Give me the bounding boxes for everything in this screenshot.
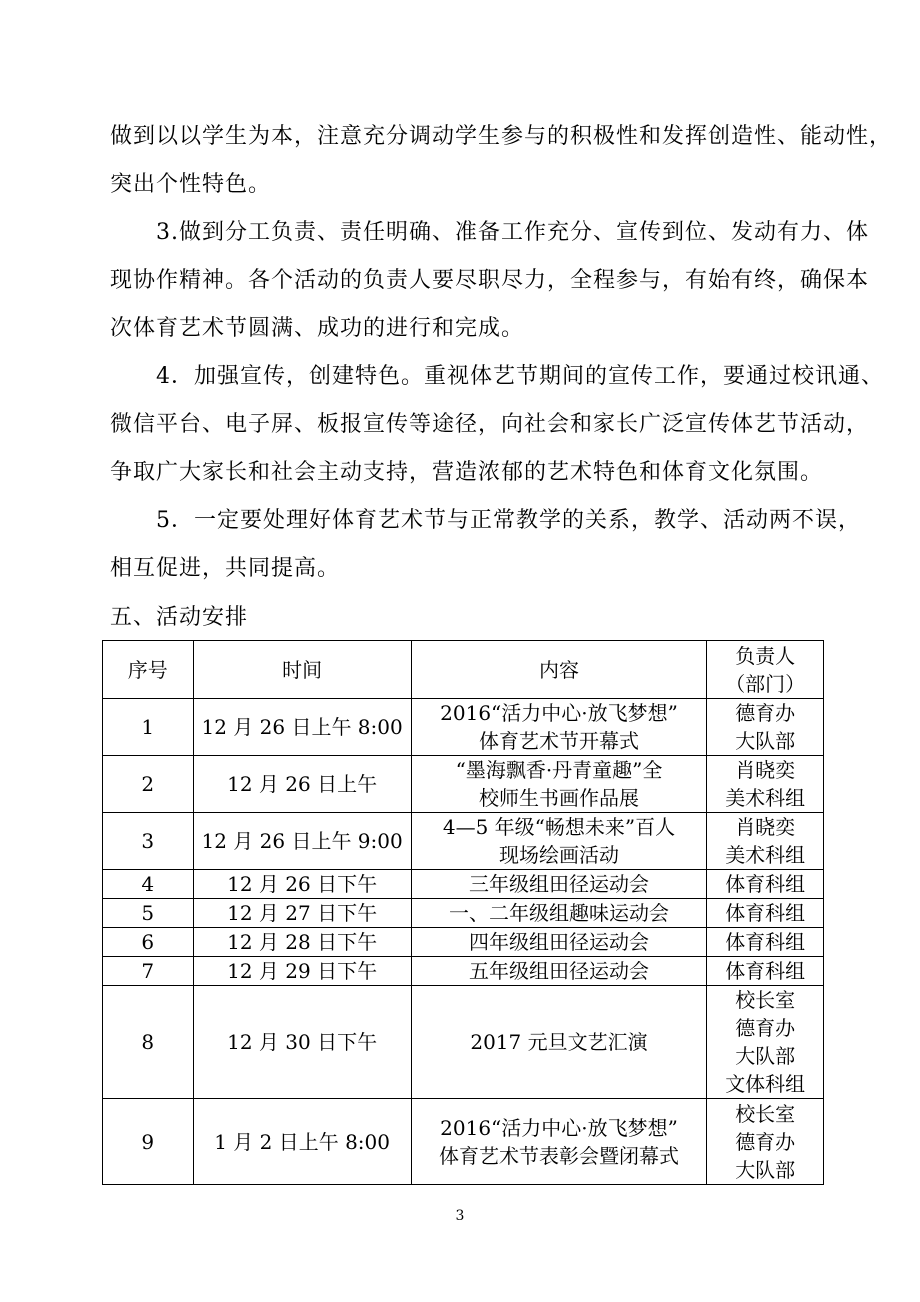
content-line: 体育艺术节开幕式 — [479, 729, 639, 753]
content-line: 校师生书画作品展 — [479, 786, 639, 810]
cell-time: 1 月 2 日上午 8:00 — [193, 1099, 411, 1185]
content-line: 体育艺术节表彰会暨闭幕式 — [439, 1143, 679, 1168]
paragraph-line: 现协作精神。各个活动的负责人要尽职尽力，全程参与，有始有终，确保本 — [110, 268, 870, 293]
paragraph-line: 做到以以学生为本，注意充分调动学生参与的积极性和发挥创造性、能动性， — [110, 124, 893, 149]
table-row — [103, 1099, 824, 1185]
owner-line: 美术科组 — [725, 786, 806, 810]
content-line: “墨海飘香·丹青童趣”全 — [455, 758, 663, 782]
owner-line: 校长室 — [735, 1101, 796, 1126]
owner-line: 美术科组 — [725, 843, 806, 867]
table-row — [103, 756, 824, 813]
cell-content: 2017 元旦文艺汇演 — [411, 986, 707, 1099]
owner-line: 文体科组 — [725, 1072, 806, 1096]
paragraph-line: 相互促进，共同提高。 — [110, 556, 341, 581]
cell-owner: 体育科组 — [707, 899, 824, 928]
owner-line: 肖晓奕 — [735, 758, 796, 782]
cell-time: 12 月 27 日下午 — [193, 899, 411, 928]
table-row — [103, 813, 824, 870]
paragraph-line: 争取广大家长和社会主动支持，营造浓郁的艺术特色和体育文化氛围。 — [110, 460, 824, 485]
cell-time: 12 月 26 日上午 8:00 — [193, 699, 411, 756]
cell-content: 一、二年级组趣味运动会 — [411, 899, 707, 928]
owner-line: 大队部 — [735, 1044, 796, 1068]
cell-time: 12 月 26 日下午 — [193, 870, 411, 899]
cell-no: 5 — [103, 899, 194, 928]
cell-time: 12 月 28 日下午 — [193, 928, 411, 957]
cell-owner: 体育科组 — [707, 957, 824, 986]
content-line: 现场绘画活动 — [499, 843, 619, 867]
content-line: 2016“活力中心·放飞梦想” — [440, 701, 678, 725]
owner-line: 大队部 — [735, 1157, 796, 1182]
paragraph-3 — [110, 353, 884, 497]
owner-line: 肖晓奕 — [735, 815, 796, 839]
cell-content — [411, 756, 707, 813]
cell-content: 四年级组田径运动会 — [411, 928, 707, 957]
cell-time: 12 月 29 日下午 — [193, 957, 411, 986]
cell-owner — [707, 1099, 824, 1185]
content-line: 2016“活力中心·放飞梦想” — [440, 1115, 678, 1140]
table-row — [103, 986, 824, 1099]
cell-time: 12 月 30 日下午 — [193, 986, 411, 1099]
cell-content — [411, 699, 707, 756]
cell-owner — [707, 699, 824, 756]
paragraph-line: 突出个性特色。 — [110, 172, 272, 197]
table-row — [103, 699, 824, 756]
cell-no: 6 — [103, 928, 194, 957]
cell-owner — [707, 986, 824, 1099]
cell-no: 3 — [103, 813, 194, 870]
activity-schedule-table — [102, 640, 824, 1185]
owner-line: 德育办 — [735, 1129, 796, 1154]
content-line: 4—5 年级“畅想未来”百人 — [442, 815, 676, 839]
cell-no: 1 — [103, 699, 194, 756]
owner-line: 德育办 — [735, 1016, 796, 1040]
cell-time: 12 月 26 日上午 9:00 — [193, 813, 411, 870]
owner-line: 大队部 — [735, 729, 796, 753]
cell-time: 12 月 26 日上午 — [193, 756, 411, 813]
cell-content — [411, 813, 707, 870]
paragraph-2 — [110, 209, 870, 353]
owner-line: 德育办 — [735, 701, 796, 725]
paragraph-4 — [110, 497, 861, 593]
header-content: 内容 — [411, 641, 707, 699]
cell-owner — [707, 813, 824, 870]
header-time: 时间 — [193, 641, 411, 699]
header-owner-line: （部门） — [725, 671, 806, 696]
header-no: 序号 — [103, 641, 194, 699]
cell-no: 4 — [103, 870, 194, 899]
cell-content — [411, 1099, 707, 1185]
paragraph-line: 5．一定要处理好体育艺术节与正常教学的关系，教学、活动两不误， — [110, 508, 861, 533]
paragraph-line: 4．加强宣传，创建特色。重视体艺节期间的宣传工作，要通过校讯通、 — [110, 364, 884, 389]
cell-content: 三年级组田径运动会 — [411, 870, 707, 899]
cell-owner: 体育科组 — [707, 870, 824, 899]
section-heading: 五、活动安排 — [110, 605, 249, 630]
paragraph-line: 3.做到分工负责、责任明确、准备工作充分、宣传到位、发动有力、体 — [110, 220, 869, 245]
header-owner — [707, 641, 824, 699]
table-row — [103, 957, 824, 986]
cell-owner — [707, 756, 824, 813]
paragraph-line: 微信平台、电子屏、板报宣传等途径，向社会和家长广泛宣传体艺节活动， — [110, 412, 870, 437]
paragraph-line: 次体育艺术节圆满、成功的进行和完成。 — [110, 316, 525, 341]
cell-no: 9 — [103, 1099, 194, 1185]
cell-content: 五年级组田径运动会 — [411, 957, 707, 986]
table-header-row — [103, 641, 824, 699]
owner-line: 校长室 — [735, 988, 796, 1012]
paragraph-1 — [110, 113, 893, 209]
table-row — [103, 899, 824, 928]
table-row — [103, 928, 824, 957]
cell-no: 8 — [103, 986, 194, 1099]
cell-no: 7 — [103, 957, 194, 986]
cell-no: 2 — [103, 756, 194, 813]
cell-owner: 体育科组 — [707, 928, 824, 957]
table-row — [103, 870, 824, 899]
page-number: 3 — [455, 1208, 465, 1224]
header-owner-line: 负责人 — [735, 643, 796, 668]
